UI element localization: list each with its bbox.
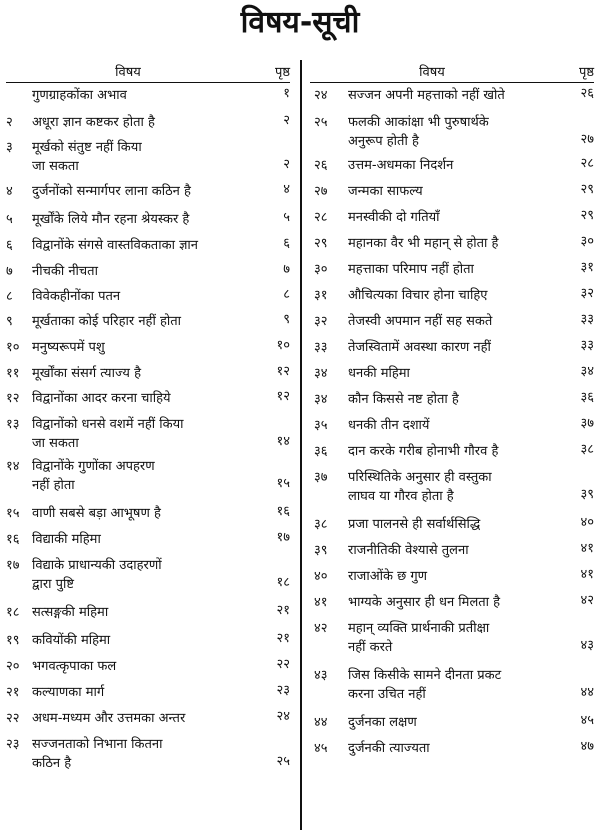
- entry-title: मनुष्यरूपमें पशु: [32, 340, 105, 355]
- toc-entry: [0, 312, 296, 331]
- toc-entry: [0, 530, 296, 549]
- entry-title: दुर्जनकी त्याज्यता: [348, 741, 430, 756]
- entry-title: विद्याके प्राधान्यकी उदाहरणों द्वारा पुष्टि: [32, 558, 162, 592]
- entry-number: ४५: [314, 741, 328, 756]
- entry-title: विद्वानोंका आदर करना चाहिये: [32, 391, 171, 406]
- entry-page: ४२: [580, 593, 594, 608]
- entry-title: सज्जनताको निभाना कितना कठिन है: [32, 737, 163, 771]
- entry-number: ३८: [314, 517, 328, 532]
- entry-title: परिस्थितिके अनुसार ही वस्तुका लाघव या गौरव होता है: [348, 470, 492, 504]
- entry-title: मूर्खोंके लिये मौन रहना श्रेयस्कर है: [32, 212, 190, 227]
- entry-page: १२: [276, 389, 290, 404]
- entry-page: ३७: [580, 416, 594, 431]
- entry-title: प्रजा पालनसे ही सर्वार्थसिद्धि: [348, 517, 481, 532]
- toc-entry: [0, 603, 296, 622]
- entry-page: ४४: [580, 685, 594, 700]
- toc-entry: [0, 338, 296, 357]
- entry-number: २९: [314, 236, 328, 251]
- toc-entry: [304, 390, 600, 409]
- entry-title: अधूरा ज्ञान कष्टकर होता है: [32, 115, 155, 130]
- entry-number: ३४: [314, 366, 328, 381]
- toc-column-left: [0, 58, 296, 771]
- entry-number: १७: [6, 558, 20, 573]
- toc-entry: [0, 210, 296, 229]
- toc-entry: [0, 262, 296, 281]
- toc-entry: [304, 364, 600, 383]
- toc-entry: [0, 631, 296, 650]
- toc-entry: [0, 364, 296, 383]
- entry-page: १२: [276, 364, 290, 379]
- entry-page: १७: [276, 530, 290, 545]
- toc-entry: [0, 457, 296, 495]
- toc-entry: [304, 156, 600, 175]
- entry-page: २३: [276, 683, 290, 698]
- toc-entry: [304, 541, 600, 560]
- entry-number: ६: [6, 238, 13, 253]
- entry-number: १६: [6, 532, 20, 547]
- toc-entry: [0, 182, 296, 201]
- entry-page: ९: [283, 312, 290, 327]
- entry-page: ८: [283, 287, 290, 302]
- entry-page: ४: [283, 182, 290, 197]
- header-subject: विषय: [419, 65, 445, 80]
- toc-entry: [0, 389, 296, 408]
- entry-page: २१: [276, 603, 290, 618]
- toc-header-right: [304, 58, 600, 84]
- header-page: पृष्ठ: [578, 65, 594, 80]
- entry-number: ३७: [314, 470, 328, 485]
- entry-page: २२: [276, 657, 290, 672]
- toc-entry: [0, 138, 296, 176]
- toc-entry: [304, 113, 600, 151]
- entry-number: १२: [6, 391, 20, 406]
- entry-title: कौन किससे नष्ट होता है: [348, 392, 459, 407]
- entry-page: ७: [283, 262, 290, 277]
- entry-number: १४: [6, 459, 20, 474]
- entry-number: ३६: [314, 444, 328, 459]
- entry-title: औचित्यका विचार होना चाहिए: [348, 288, 488, 303]
- entry-title: धनकी तीन दशायें: [348, 418, 430, 433]
- entry-number: ३०: [314, 262, 328, 277]
- entry-page: १८: [276, 575, 290, 590]
- header-rule: [310, 82, 594, 83]
- entry-page: २: [283, 113, 290, 128]
- entry-number: ३४: [314, 392, 328, 407]
- entry-number: १९: [6, 633, 20, 648]
- entry-page: ४५: [580, 713, 594, 728]
- toc-entry: [0, 556, 296, 594]
- entry-title: महान् व्यक्ति प्रार्थनाकी प्रतीक्षा नहीं करते: [348, 621, 490, 655]
- entry-page: २६: [580, 86, 594, 101]
- entry-title: कल्याणका मार्ग: [32, 685, 105, 700]
- entry-number: ३: [6, 140, 13, 155]
- toc-entry: [0, 709, 296, 728]
- entry-title: धनकी महिमा: [348, 366, 410, 381]
- toc-entry: [0, 287, 296, 306]
- entry-page: ३१: [580, 260, 594, 275]
- toc-entry: [304, 286, 600, 305]
- entry-number: २३: [6, 737, 20, 752]
- entry-title: दुर्जनोंको सन्मार्गपर लाना कठिन है: [32, 184, 191, 199]
- entry-number: ४: [6, 184, 13, 199]
- toc-entry: [304, 234, 600, 253]
- entry-title: उत्तम-अधमका निदर्शन: [348, 158, 454, 173]
- toc-entry: [304, 416, 600, 435]
- entry-page: ३३: [580, 338, 594, 353]
- entry-number: १५: [6, 506, 20, 521]
- entry-page: १: [283, 86, 290, 101]
- entry-title: भाग्यके अनुसार ही धन मिलता है: [348, 595, 501, 610]
- entry-page: ३८: [580, 442, 594, 457]
- entry-title: दान करके गरीब होनाभी गौरव है: [348, 444, 499, 459]
- entry-number: ५: [6, 212, 13, 227]
- entry-number: ३२: [314, 314, 328, 329]
- entry-number: ७: [6, 264, 13, 279]
- toc-entry: [304, 208, 600, 227]
- toc-entry: [304, 338, 600, 357]
- entry-page: २५: [276, 754, 290, 769]
- toc-entry: [304, 515, 600, 534]
- entry-page: ४७: [580, 739, 594, 754]
- entry-title: राजनीतिकी वेश्यासे तुलना: [348, 543, 469, 558]
- toc-entry: [304, 468, 600, 506]
- entry-title: अधम-मध्यम और उत्तमका अन्तर: [32, 711, 186, 726]
- entry-title: वाणी सबसे बड़ा आभूषण है: [32, 506, 161, 521]
- header-page: पृष्ठ: [274, 65, 290, 80]
- entry-page: ४३: [580, 638, 594, 653]
- entry-number: ८: [6, 289, 13, 304]
- entry-page: ४०: [580, 515, 594, 530]
- entry-page: २९: [580, 182, 594, 197]
- entry-page: २: [283, 157, 290, 172]
- entry-number: ११: [6, 366, 20, 381]
- entry-page: ३२: [580, 286, 594, 301]
- entry-title: विद्वानोंको धनसे वशमें नहीं किया जा सकता: [32, 417, 184, 451]
- toc-header-left: [0, 58, 296, 84]
- toc-entry: [304, 182, 600, 201]
- entry-page: १०: [276, 338, 290, 353]
- entry-number: २७: [314, 184, 328, 199]
- column-divider: [300, 60, 302, 830]
- entry-number: १३: [6, 417, 20, 432]
- toc-entry: [304, 713, 600, 732]
- toc-entry: [304, 739, 600, 758]
- entry-page: १४: [276, 434, 290, 449]
- entry-title: दुर्जनका लक्षण: [348, 715, 417, 730]
- toc-column-right: [304, 58, 600, 756]
- entry-number: २२: [6, 711, 20, 726]
- entry-number: २४: [314, 88, 328, 103]
- entry-title: मनस्वीकी दो गतियाँ: [348, 210, 440, 225]
- entry-title: सत्सङ्गकी महिमा: [32, 605, 109, 620]
- entry-page: १५: [276, 476, 290, 491]
- entry-title: जिस किसीके सामने दीनता प्रकट करना उचित नहीं: [348, 668, 502, 702]
- entry-page: २८: [580, 156, 594, 171]
- entry-title: मूर्खोंका संसर्ग त्याज्य है: [32, 366, 141, 381]
- toc-entry: [0, 683, 296, 702]
- entry-number: २१: [6, 685, 20, 700]
- toc-entry: [0, 735, 296, 773]
- entry-page: ३९: [580, 487, 594, 502]
- entry-number: ४१: [314, 595, 328, 610]
- toc-entry: [0, 86, 296, 105]
- entry-number: २८: [314, 210, 328, 225]
- entry-title: विद्वानोंके गुणोंका अपहरण नहीं होता: [32, 459, 155, 493]
- entry-title: विद्याकी महिमा: [32, 532, 101, 547]
- entry-title: विद्वानोंके संगसे वास्तविकताका ज्ञान: [32, 238, 198, 253]
- toc-entry: [0, 113, 296, 132]
- toc-entry: [304, 593, 600, 612]
- toc-entry: [304, 442, 600, 461]
- entry-number: २०: [6, 659, 20, 674]
- entry-number: ४०: [314, 569, 328, 584]
- entry-number: ३५: [314, 418, 328, 433]
- header-rule: [6, 82, 290, 83]
- entry-page: ३३: [580, 312, 594, 327]
- page-title: विषय-सूची: [240, 5, 360, 40]
- entry-page: ६: [283, 236, 290, 251]
- entry-page: २९: [580, 208, 594, 223]
- entry-number: ४३: [314, 668, 328, 683]
- entry-title: मूर्खताका कोई परिहार नहीं होता: [32, 314, 181, 329]
- entry-title: जन्मका साफल्य: [348, 184, 423, 199]
- toc-entry: [0, 657, 296, 676]
- entry-page: २१: [276, 631, 290, 646]
- toc-entry: [304, 312, 600, 331]
- entry-title: तेजस्वी अपमान नहीं सह सकते: [348, 314, 493, 329]
- toc-entry: [0, 504, 296, 523]
- entry-title: विवेकहीनोंका पतन: [32, 289, 121, 304]
- toc-entry: [304, 619, 600, 657]
- entry-number: २६: [314, 158, 328, 173]
- toc-entry: [0, 415, 296, 453]
- toc-entry: [304, 86, 600, 105]
- entry-page: २७: [580, 132, 594, 147]
- entry-page: ३६: [580, 390, 594, 405]
- entry-number: ३१: [314, 288, 328, 303]
- entry-title: महत्ताका परिमाप नहीं होता: [348, 262, 474, 277]
- entry-number: ४२: [314, 621, 328, 636]
- entry-number: ३३: [314, 340, 328, 355]
- entry-page: ४१: [580, 541, 594, 556]
- toc-entry: [0, 236, 296, 255]
- entry-title: गुणग्राहकोंका अभाव: [32, 88, 127, 103]
- entry-number: ९: [6, 314, 13, 329]
- toc-entry: [304, 666, 600, 704]
- toc-entry: [304, 567, 600, 586]
- entry-title: भगवत्कृपाका फल: [32, 659, 117, 674]
- entry-page: ५: [283, 210, 290, 225]
- entry-page: १६: [276, 504, 290, 519]
- entry-number: २५: [314, 115, 328, 130]
- entry-title: मूर्खको संतुष्ट नहीं किया जा सकता: [32, 140, 142, 174]
- entry-page: ३०: [580, 234, 594, 249]
- entry-number: १८: [6, 605, 20, 620]
- entry-title: राजाओंके छ गुण: [348, 569, 428, 584]
- entry-title: सज्जन अपनी महत्ताको नहीं खोते: [348, 88, 505, 103]
- entry-title: कवियोंकी महिमा: [32, 633, 111, 648]
- entry-title: महानका वैर भी महान् से होता है: [348, 236, 499, 251]
- header-subject: विषय: [115, 65, 141, 80]
- toc-entry: [304, 260, 600, 279]
- entry-page: ४१: [580, 567, 594, 582]
- entry-number: २: [6, 115, 13, 130]
- entry-page: ३४: [580, 364, 594, 379]
- entry-number: ४४: [314, 715, 328, 730]
- entry-number: १०: [6, 340, 20, 355]
- entry-title: नीचकी नीचता: [32, 264, 98, 279]
- entry-title: फलकी आकांक्षा भी पुरुषार्थके अनुरूप होती है: [348, 115, 489, 149]
- entry-number: ३९: [314, 543, 328, 558]
- entry-title: तेजस्वितामें अवस्था कारण नहीं: [348, 340, 491, 355]
- entry-page: २४: [276, 709, 290, 724]
